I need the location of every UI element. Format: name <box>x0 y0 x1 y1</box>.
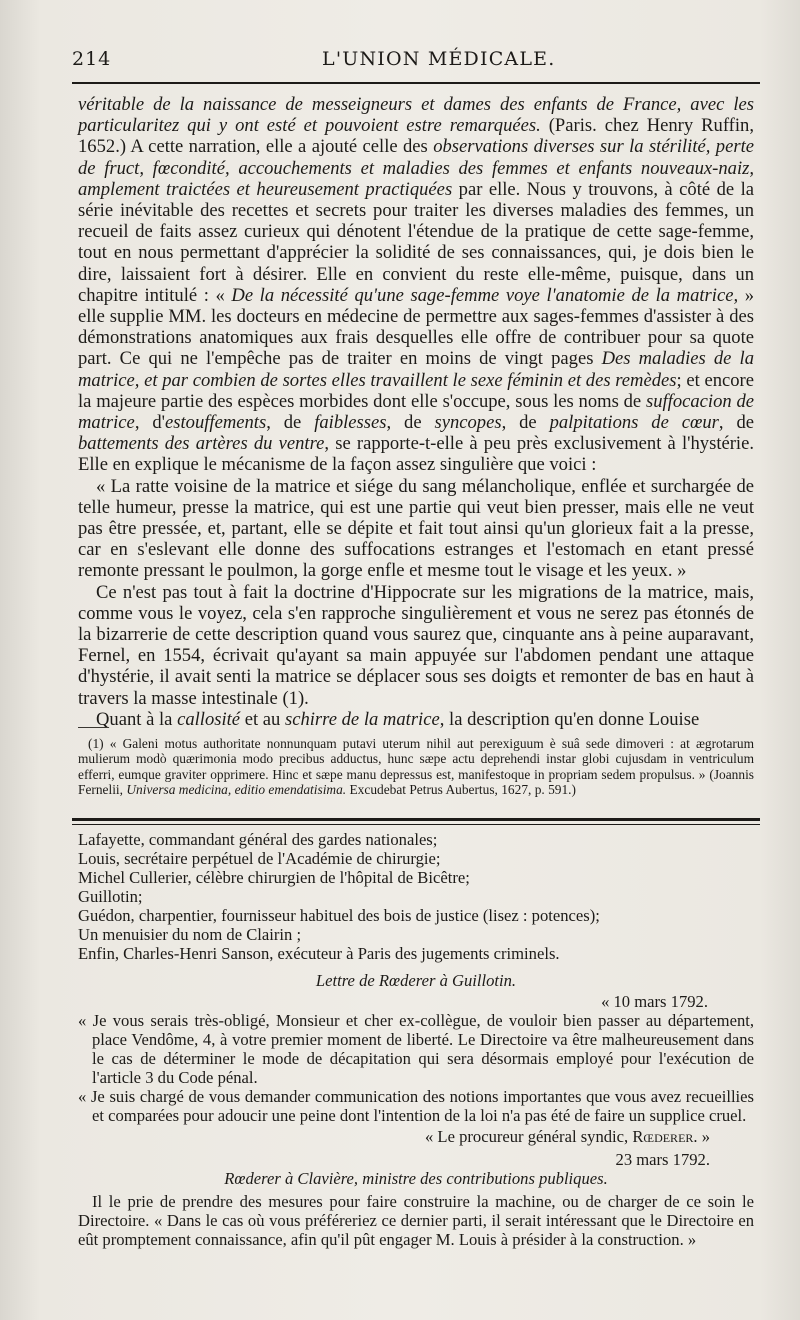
page-number: 214 <box>72 48 112 70</box>
text-run: , de <box>501 412 550 434</box>
section-rule-thick <box>72 818 760 821</box>
text-run: , la description qu'en donne Louise <box>439 708 700 730</box>
list-item: Lafayette, commandant général des gardes nationales; <box>78 830 438 849</box>
letter-date: « 10 mars 1792. <box>601 992 708 1011</box>
paragraph-2-quote: « La ratte voisine de la matrice et siége du sang mélancholique, enflée et surchargée de telle humeur, presse la matrice, qui est une partie qui veut bien presser, mais elle ne veut pas être pressée, et, partant, elle se dépite et fait tout ainsi qu'un glorieux fait a la presse, car en s'eslevant elle donne des suffocations estranges et l'estomach en etant pressé remonte pressant le poulmon, la gorge enfle et mesme tout le visage et les yeux. » <box>78 475 754 582</box>
italic-run: palpitations de cœur <box>549 412 719 434</box>
second-letter-heading: Rœderer à Clavière, ministre des contributions publiques. <box>224 1169 608 1188</box>
signature-name: Rœderer <box>632 1127 694 1146</box>
italic-run: Des maladies de la matrice, et par combien de sortes elles travaillent le sexe féminin et des remèdes <box>78 348 755 391</box>
text-run: , d' <box>134 412 165 434</box>
italic-run: syncopes <box>434 412 502 434</box>
italic-run: Universa medicina, editio emendatisima. <box>126 782 347 798</box>
letter-signature <box>78 1127 754 1146</box>
footnote <box>78 736 754 798</box>
text-run: , de <box>718 412 755 434</box>
running-head <box>72 48 762 78</box>
second-letter-date: 23 mars 1792. <box>615 1150 710 1169</box>
letter-paragraph: « Je vous serais très-obligé, Monsieur et cher ex-collègue, de vouloir bien passer au département, place Vendôme, 4, à votre premier moment de liberté. Le Directoire va être malheureusement dans le cas de déterminer le mode de décapitation qui sera désormais employé pour l'exécution de l'article 3 du Code pénal. <box>78 1011 754 1087</box>
list-item: Un menuisier du nom de Clairin ; <box>78 925 302 944</box>
text-run: Quant à la <box>96 708 178 730</box>
text-run: et au <box>240 708 285 730</box>
article-body <box>78 94 754 730</box>
list-item: Guillotin; <box>78 887 143 906</box>
italic-run: observations diverses sur la stérilité, perte de fruct, fœcondité, accouchements et maladies des femmes et enfants nouveaux-naiz, amplement traictées et heureusement practiquées <box>78 136 754 200</box>
text-run: , se rapporte-t-elle à peu près exclusivement à l'hystérie. Elle en explique le mécanisme de la façon assez singulière que voici : <box>78 433 754 476</box>
text-run: ; et encore la majeure partie des espèces morbides dont elle s'occupe, sous les noms de <box>78 369 754 412</box>
italic-run: callosité <box>177 708 241 730</box>
italic-run: véritable de la naissance de messeigneurs et dames des enfants de France, avec les particularitez qui y ont esté et pouvoient estre remarquées. <box>78 94 754 137</box>
text-run: . » <box>693 1127 710 1146</box>
letter-heading: Lettre de Rœderer à Guillotin. <box>315 971 517 990</box>
letter-paragraph: « Je suis chargé de vous demander communication des notions importantes que vous avez recueillies et comparées pour adoucir une peine dont l'intention de la loi n'a pas été de faire un supplice cruel. <box>78 1087 754 1125</box>
list-item: Enfin, Charles-Henri Sanson, exécuteur à Paris des jugements criminels. <box>78 944 560 963</box>
running-title: L'UNION MÉDICALE. <box>322 48 556 70</box>
footnote-separator <box>78 727 108 728</box>
paragraph-3: Ce n'est pas tout à fait la doctrine d'Hippocrate sur les migrations de la matrice, mais, comme vous le voyez, cela s'en rapproche singulièrement et vous ne serez pas étonnés de la bizarrerie de cette description quand vous saurez que, cinquante ans à peine auparavant, Fernel, en 1554, écrivait qu'ayant sa main appuyée sur l'abdomen pendant une attaque d'hystérie, il avait senti la matrice se déplacer sous ses doigts et remonter de bas en haut à travers la masse intestinale (1). <box>78 581 754 709</box>
text-run: « Le procureur général syndic, <box>424 1127 633 1146</box>
footnote-text <box>78 736 754 798</box>
text-run: par elle. Nous y trouvons, à côté de la série inévitable des recettes et secrets pour traiter les diverses maladies des femmes, un recueil de faits assez curieux qui dénotent l'étendue de la pratique de cette sage-femme, tout en nous permettant d'apprécier la solidité de ses connaissances, qui, je dois bien le dire, laissaient fort à désirer. Elle en convient du reste elle-même, puisque, dans un chapitre intitulé : « <box>78 178 754 306</box>
list-item: Michel Cullerier, célèbre chirurgien de l'hôpital de Bicêtre; <box>78 868 470 887</box>
section-rule-thin <box>72 824 760 825</box>
text-run: , de <box>266 412 315 434</box>
list-item: Guédon, charpentier, fournisseur habituel des bois de justice (lisez : potences); <box>78 906 600 925</box>
second-letter-paragraph: Il le prie de prendre des mesures pour faire construire la machine, ou de charger de ce soin le Directoire. « Dans le cas où vous préféreriez ce dernier parti, il serait intéressant que le Directoire en eût promptement connaissance, afin qu'il pût engager M. Louis à présider à la construction. » <box>78 1192 754 1249</box>
text-run: , de <box>386 412 435 434</box>
italic-run: faiblesses <box>314 412 387 434</box>
list-item: Louis, secrétaire perpétuel de l'Académie de chirurgie; <box>78 849 441 868</box>
text-run: (Paris. chez Henry Ruffin, 1652.) A cette narration, elle a ajouté celle des <box>78 115 754 158</box>
italic-run: De la nécessité qu'une sage-femme voye l'anatomie de la matrice, <box>231 284 739 306</box>
italic-run: suffocacion de matrice <box>78 390 755 434</box>
text-run: Excudebat Petrus Aubertus, 1627, p. 591.) <box>346 782 576 798</box>
text-run: (1) « Galeni motus authoritate nonnunquam putavi uterum nihil aut perexiguum è suâ sede dimoveri : at ægrotarum mulierum modò quærimonia modo precibus adductus, hunc sæpe actu deprehendi instar globi cujusdam in ventriculum efferri, eumque graviter opprimere. Hinc et sæpe manu depressus est, manifestoque in propriam sedem propulsus. » (Joannis Fernelii, <box>78 736 754 798</box>
header-rule <box>72 82 760 84</box>
paragraph-1 <box>78 94 754 476</box>
italic-run: estouffements <box>165 412 267 434</box>
feuilleton-section <box>78 830 754 1249</box>
italic-run: battements des artères du ventre <box>78 433 325 455</box>
italic-run: schirre de la matrice <box>284 708 440 730</box>
paragraph-4 <box>78 709 754 730</box>
text-run: » elle supplie MM. les docteurs en médecine de permettre aux sages-femmes d'assister à des démonstrations anatomiques aux frais desquelles elle offre de contribuer pour sa quote part. Ce qui ne l'empêche pas de traiter en moins de vingt pages <box>78 284 755 370</box>
